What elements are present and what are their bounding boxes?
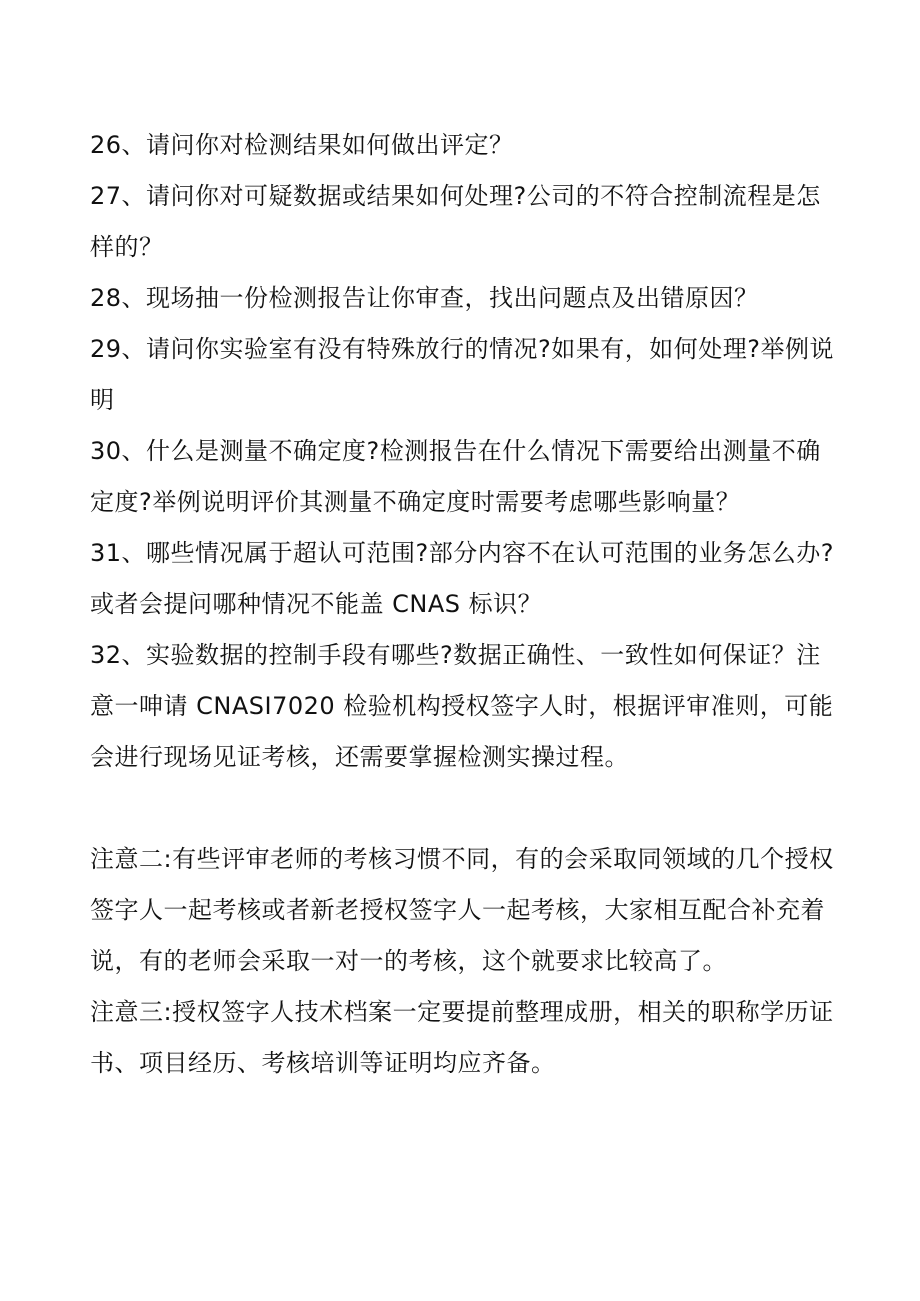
question-30: 30、什么是测量不确定度?检测报告在什么情况下需要给出测量不确定度?举例说明评价其测量不确定度时需要考虑哪些影响量？ xyxy=(90,437,821,516)
question-32: 32、实验数据的控制手段有哪些?数据正确性、一致性如何保证？注意一呻请 CNASI7020 检验机构授权签字人时，根据评审准则，可能会进行现场见证考核，还需要掌握检测实操过程。 xyxy=(90,641,834,771)
question-26: 26、请问你对检测结果如何做出评定？ xyxy=(90,131,514,159)
question-28: 28、现场抽一份检测报告让你审查，找出问题点及出错原因？ xyxy=(90,284,759,312)
question-29: 29、请问你实验室有没有特殊放行的情况?如果有，如何处理?举例说明 xyxy=(90,335,835,414)
question-27: 27、请问你对可疑数据或结果如何处理?公司的不符合控制流程是怎样的？ xyxy=(90,182,821,261)
note-three: 注意三:授权签字人技术档案一定要提前整理成册，相关的职称学历证书、项目经历、考核培训等证明均应齐备。 xyxy=(90,998,834,1077)
paragraph-spacer xyxy=(90,783,835,834)
question-31: 31、哪些情况属于超认可范围?部分内容不在认可范围的业务怎么办?或者会提问哪种情况不能盖 CNAS 标识？ xyxy=(90,539,835,618)
document-body xyxy=(90,120,835,1089)
note-two: 注意二:有些评审老师的考核习惯不同，有的会采取同领域的几个授权签字人一起考核或者新老授权签字人一起考核，大家相互配合补充着说，有的老师会采取一对一的考核，这个就要求比较高了。 xyxy=(90,845,834,975)
